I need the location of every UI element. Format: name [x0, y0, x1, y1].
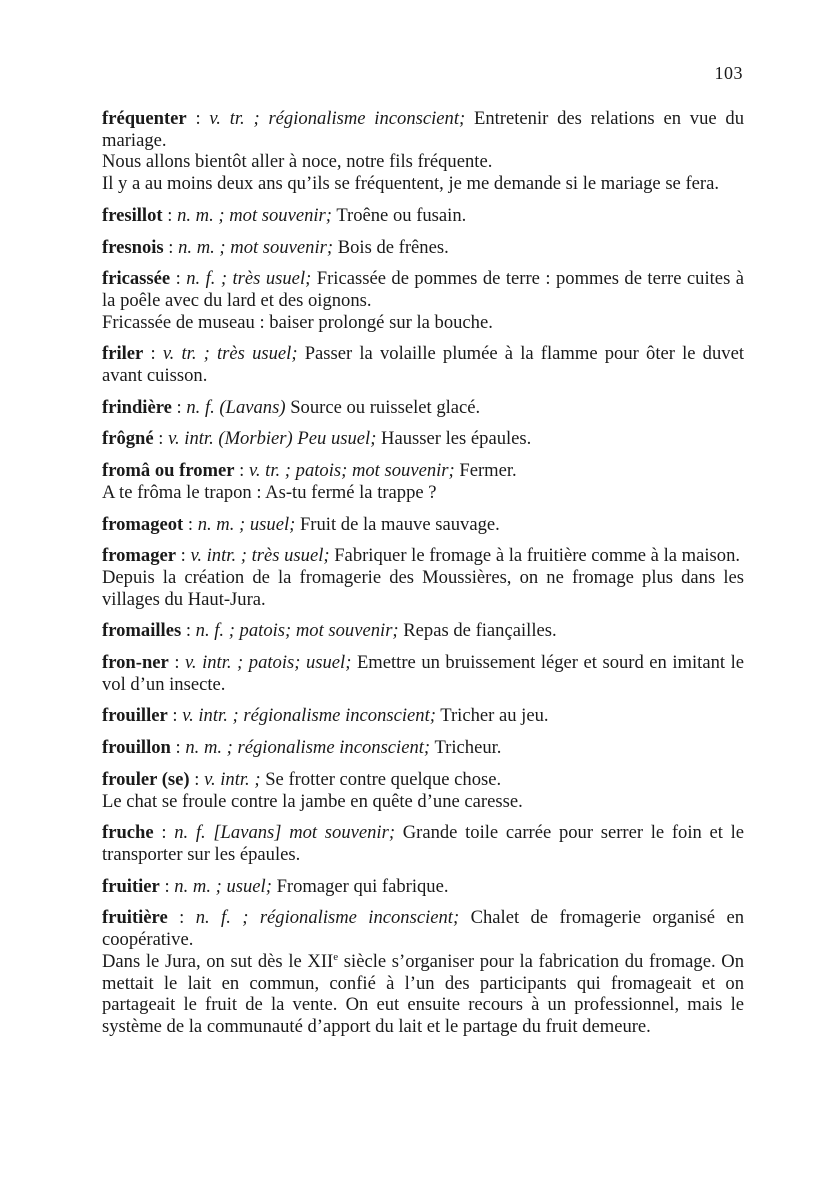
entry-line: fresillot : n. m. ; mot souvenir; Troêne ou fusain.: [102, 204, 467, 226]
entry-grammar: v. intr. ; très usuel;: [190, 545, 330, 567]
entry-headword: frôgné: [102, 428, 154, 450]
dictionary-entry: [102, 620, 744, 642]
entry-definition: Emettre un bruissement léger et sourd en imitant le vol d’un insecte.: [102, 652, 744, 695]
dictionary-entry: [102, 205, 744, 227]
entry-definition: Entretenir des relations en vue du mariage.: [102, 108, 744, 151]
dictionary-entry: [102, 268, 744, 333]
entry-note-text: Dans le Jura, on sut dès le XII: [102, 950, 334, 972]
entry-definition: Passer la volaille plumée à la flamme pour ôter le duvet avant cuisson.: [102, 343, 744, 387]
entry-line: fruitier : n. m. ; usuel; Fromager qui fabrique.: [102, 875, 449, 897]
entry-definition: Tricheur.: [434, 737, 502, 759]
entry-definition: Fruit de la mauve sauvage.: [299, 513, 500, 535]
entry-headword: fromageot: [102, 513, 184, 535]
entry-headword: frindière: [102, 396, 172, 418]
entry-headword: fresnois: [102, 236, 164, 258]
entry-line: frouler (se) : v. intr. ; Se frotter contre quelque chose.: [102, 768, 502, 790]
entry-line: fron-ner : v. intr. ; patois; usuel; Emettre un bruissement léger et sourd en imitant le vol d’un insecte.: [102, 652, 744, 695]
entry-grammar: n. f. [Lavans] mot souvenir;: [174, 822, 396, 844]
dictionary-entry: [102, 769, 744, 812]
dictionary-entry: [102, 737, 744, 759]
entry-line: fromageot : n. m. ; usuel; Fruit de la mauve sauvage.: [102, 513, 500, 535]
entry-definition: Grande toile carrée pour serrer le foin et le transporter sur les épaules.: [102, 822, 744, 865]
entry-grammar: v. tr. ; très usuel;: [162, 343, 298, 365]
entry-headword: fromager: [102, 545, 176, 567]
entry-headword: fréquenter: [102, 108, 187, 129]
entry-headword: fruitière: [102, 907, 168, 929]
entry-grammar: v. intr. ; patois; usuel;: [185, 652, 352, 674]
entry-definition: Bois de frênes.: [337, 236, 449, 258]
entry-headword: friler: [102, 343, 144, 365]
entry-example: A te frôma le trapon : As-tu fermé la trappe ?: [102, 481, 437, 503]
dictionary-entry: [102, 514, 744, 536]
dictionary-entry: [102, 545, 744, 610]
entry-definition: Hausser les épaules.: [381, 428, 532, 450]
entry-line: frindière : n. f. (Lavans) Source ou ruisselet glacé.: [102, 396, 481, 418]
entry-grammar: n. f. ; régionalisme inconscient;: [195, 907, 460, 929]
entry-grammar: v. tr. ; régionalisme inconscient;: [209, 108, 466, 129]
dictionary-entry: [102, 428, 744, 450]
dictionary-entries: [102, 108, 744, 1048]
entry-line: friler : v. tr. ; très usuel; Passer la volaille plumée à la flamme pour ôter le duvet avant cuisson.: [102, 343, 744, 387]
entry-definition: Fricassée de pommes de terre : pommes de terre cuites à la poêle avec du lard et des oignons.: [102, 268, 745, 311]
entry-headword: fricassée: [102, 268, 171, 290]
entry-line: fromailles : n. f. ; patois; mot souvenir; Repas de fiançailles.: [102, 620, 557, 642]
entry-grammar: n. m. ; mot souvenir;: [177, 204, 332, 226]
entry-line: frouillon : n. m. ; régionalisme inconscient; Tricheur.: [102, 737, 502, 759]
entry-definition: Fabriquer le fromage à la fruitière comme à la maison.: [334, 545, 741, 567]
entry-example: Nous allons bientôt aller à noce, notre fils fréquente.: [102, 151, 493, 173]
dictionary-entry: [102, 460, 744, 503]
entry-definition: Repas de fiançailles.: [403, 620, 557, 642]
entry-note-text: siècle s’organiser pour la fabrication du fromage. On mettait le lait en commun, confié à l’un des participants qui fromageait et on partageait le fruit de la vente. On eut ensuite recours à un professionnel, mais le système de la communauté d’apport du lait et le partage du fruit demeure.: [102, 950, 744, 1037]
entry-grammar: n. f. ; très usuel;: [186, 268, 312, 290]
entry-definition: Fromager qui fabrique.: [276, 875, 449, 897]
entry-definition: Fermer.: [459, 460, 517, 482]
dictionary-entry: [102, 108, 744, 195]
page-number: 103: [714, 63, 743, 83]
entry-example: Le chat se froule contre la jambe en quête d’une caresse.: [102, 790, 523, 812]
entry-headword: fromâ ou fromer: [102, 460, 235, 482]
dictionary-entry: [102, 907, 744, 1037]
entry-line: fromager : v. intr. ; très usuel; Fabriquer le fromage à la fruitière comme à la maison.: [102, 545, 741, 567]
entry-line: fruche : n. f. [Lavans] mot souvenir; Grande toile carrée pour serrer le foin et le transporter sur les épaules.: [102, 822, 744, 865]
dictionary-entry: [102, 876, 744, 898]
entry-grammar: n. f. ; patois; mot souvenir;: [195, 620, 399, 642]
entry-line: frôgné : v. intr. (Morbier) Peu usuel; Hausser les épaules.: [102, 428, 532, 450]
entry-line: fromâ ou fromer : v. tr. ; patois; mot souvenir; Fermer.: [102, 460, 517, 482]
entry-example: Fricassée de museau : baiser prolongé sur la bouche.: [102, 311, 493, 333]
entry-headword: frouler (se): [102, 768, 190, 790]
entry-example: Il y a au moins deux ans qu’ils se fréquentent, je me demande si le mariage se fera.: [102, 173, 719, 195]
dictionary-entry: [102, 343, 744, 386]
entry-grammar: n. m. ; mot souvenir;: [178, 236, 334, 258]
entry-headword: fromailles: [102, 620, 182, 642]
entry-grammar: v. intr. ; régionalisme inconscient;: [182, 705, 436, 727]
entry-line: fréquenter : v. tr. ; régionalisme inconscient; Entretenir des relations en vue du mariage.: [102, 108, 744, 151]
entry-headword: fruitier: [102, 875, 160, 897]
dictionary-entry: [102, 397, 744, 419]
entry-note-superscript: e: [333, 950, 339, 963]
entry-headword: fron-ner: [102, 652, 169, 674]
entry-definition: Tricher au jeu.: [440, 705, 549, 727]
entry-line: fresnois : n. m. ; mot souvenir; Bois de frênes.: [102, 236, 449, 258]
dictionary-entry: [102, 652, 744, 695]
entry-definition: Se frotter contre quelque chose.: [265, 768, 502, 790]
entry-grammar: v. intr. ;: [204, 768, 261, 790]
entry-line: fruitière : n. f. ; régionalisme inconscient; Chalet de fromagerie organisé en coopérative.: [102, 907, 744, 951]
entry-headword: frouiller: [102, 705, 168, 727]
entry-line: frouiller : v. intr. ; régionalisme inconscient; Tricher au jeu.: [102, 705, 549, 727]
entry-line: fricassée : n. f. ; très usuel; Fricassée de pommes de terre : pommes de terre cuites à la poêle avec du lard et des oignons.: [102, 268, 745, 311]
dictionary-entry: [102, 822, 744, 865]
entry-grammar: n. m. ; usuel;: [174, 875, 272, 897]
entry-grammar: v. intr. (Morbier) Peu usuel;: [168, 428, 377, 450]
entry-definition: Troêne ou fusain.: [336, 204, 467, 226]
entry-definition: Source ou ruisselet glacé.: [290, 396, 481, 418]
entry-grammar: n. m. ; régionalisme inconscient;: [185, 737, 431, 759]
entry-definition: Chalet de fromagerie organisé en coopérative.: [102, 907, 744, 951]
entry-grammar: v. tr. ; patois; mot souvenir;: [249, 460, 455, 482]
entry-headword: fruche: [102, 822, 154, 844]
entry-grammar: n. m. ; usuel;: [197, 513, 296, 535]
entry-note: [102, 951, 744, 1038]
dictionary-entry: [102, 237, 744, 259]
entry-headword: fresillot: [102, 204, 163, 226]
entry-grammar: n. f. (Lavans): [186, 396, 286, 418]
entry-example: Depuis la création de la fromagerie des Moussières, on ne fromage plus dans les villages du Haut-Jura.: [102, 566, 744, 610]
dictionary-entry: [102, 705, 744, 727]
entry-headword: frouillon: [102, 737, 171, 759]
